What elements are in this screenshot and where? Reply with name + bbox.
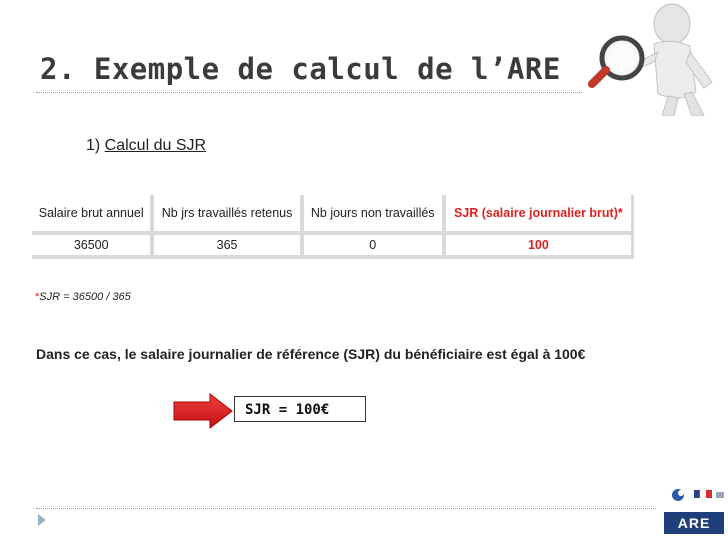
slide-title: 2. Exemple de calcul de l’ARE (40, 52, 561, 86)
header-sjr: SJR (salaire journalier brut)* (446, 195, 634, 235)
footer-divider (36, 508, 656, 509)
cell-sjr: 100 (446, 235, 634, 259)
subtitle-number: 1) (86, 137, 105, 154)
header-jours-non-travailles: Nb jours non travaillés (304, 195, 446, 235)
conclusion-statement: Dans ce cas, le salaire journalier de référence (SJR) du bénéficiaire est égal à 100€ (36, 346, 586, 362)
table-row (32, 235, 634, 259)
sjr-result-box: SJR = 100€ (234, 396, 366, 422)
partner-logos-icon (666, 486, 726, 504)
cell-jours-non-travailles: 0 (304, 235, 446, 259)
header-salaire: Salaire brut annuel (32, 195, 154, 235)
footnote (35, 291, 131, 303)
sjr-table (32, 195, 634, 259)
header-jours-travailles: Nb jrs travaillés retenus (154, 195, 303, 235)
right-arrow-icon (172, 392, 234, 430)
section-subtitle (86, 137, 206, 155)
cell-jours-travailles: 365 (154, 235, 303, 259)
table-header-row (32, 195, 634, 235)
are-logo: ARE (664, 512, 724, 534)
footer-logos (660, 486, 726, 542)
cell-salaire: 36500 (32, 235, 154, 259)
magnifying-glass-figure-icon (588, 0, 728, 116)
subtitle-label: Calcul du SJR (104, 137, 207, 154)
triangle-bullet-icon (38, 514, 46, 526)
title-divider (36, 92, 582, 93)
footnote-star: * (35, 291, 40, 303)
footnote-text: SJR = 36500 / 365 (39, 291, 131, 303)
